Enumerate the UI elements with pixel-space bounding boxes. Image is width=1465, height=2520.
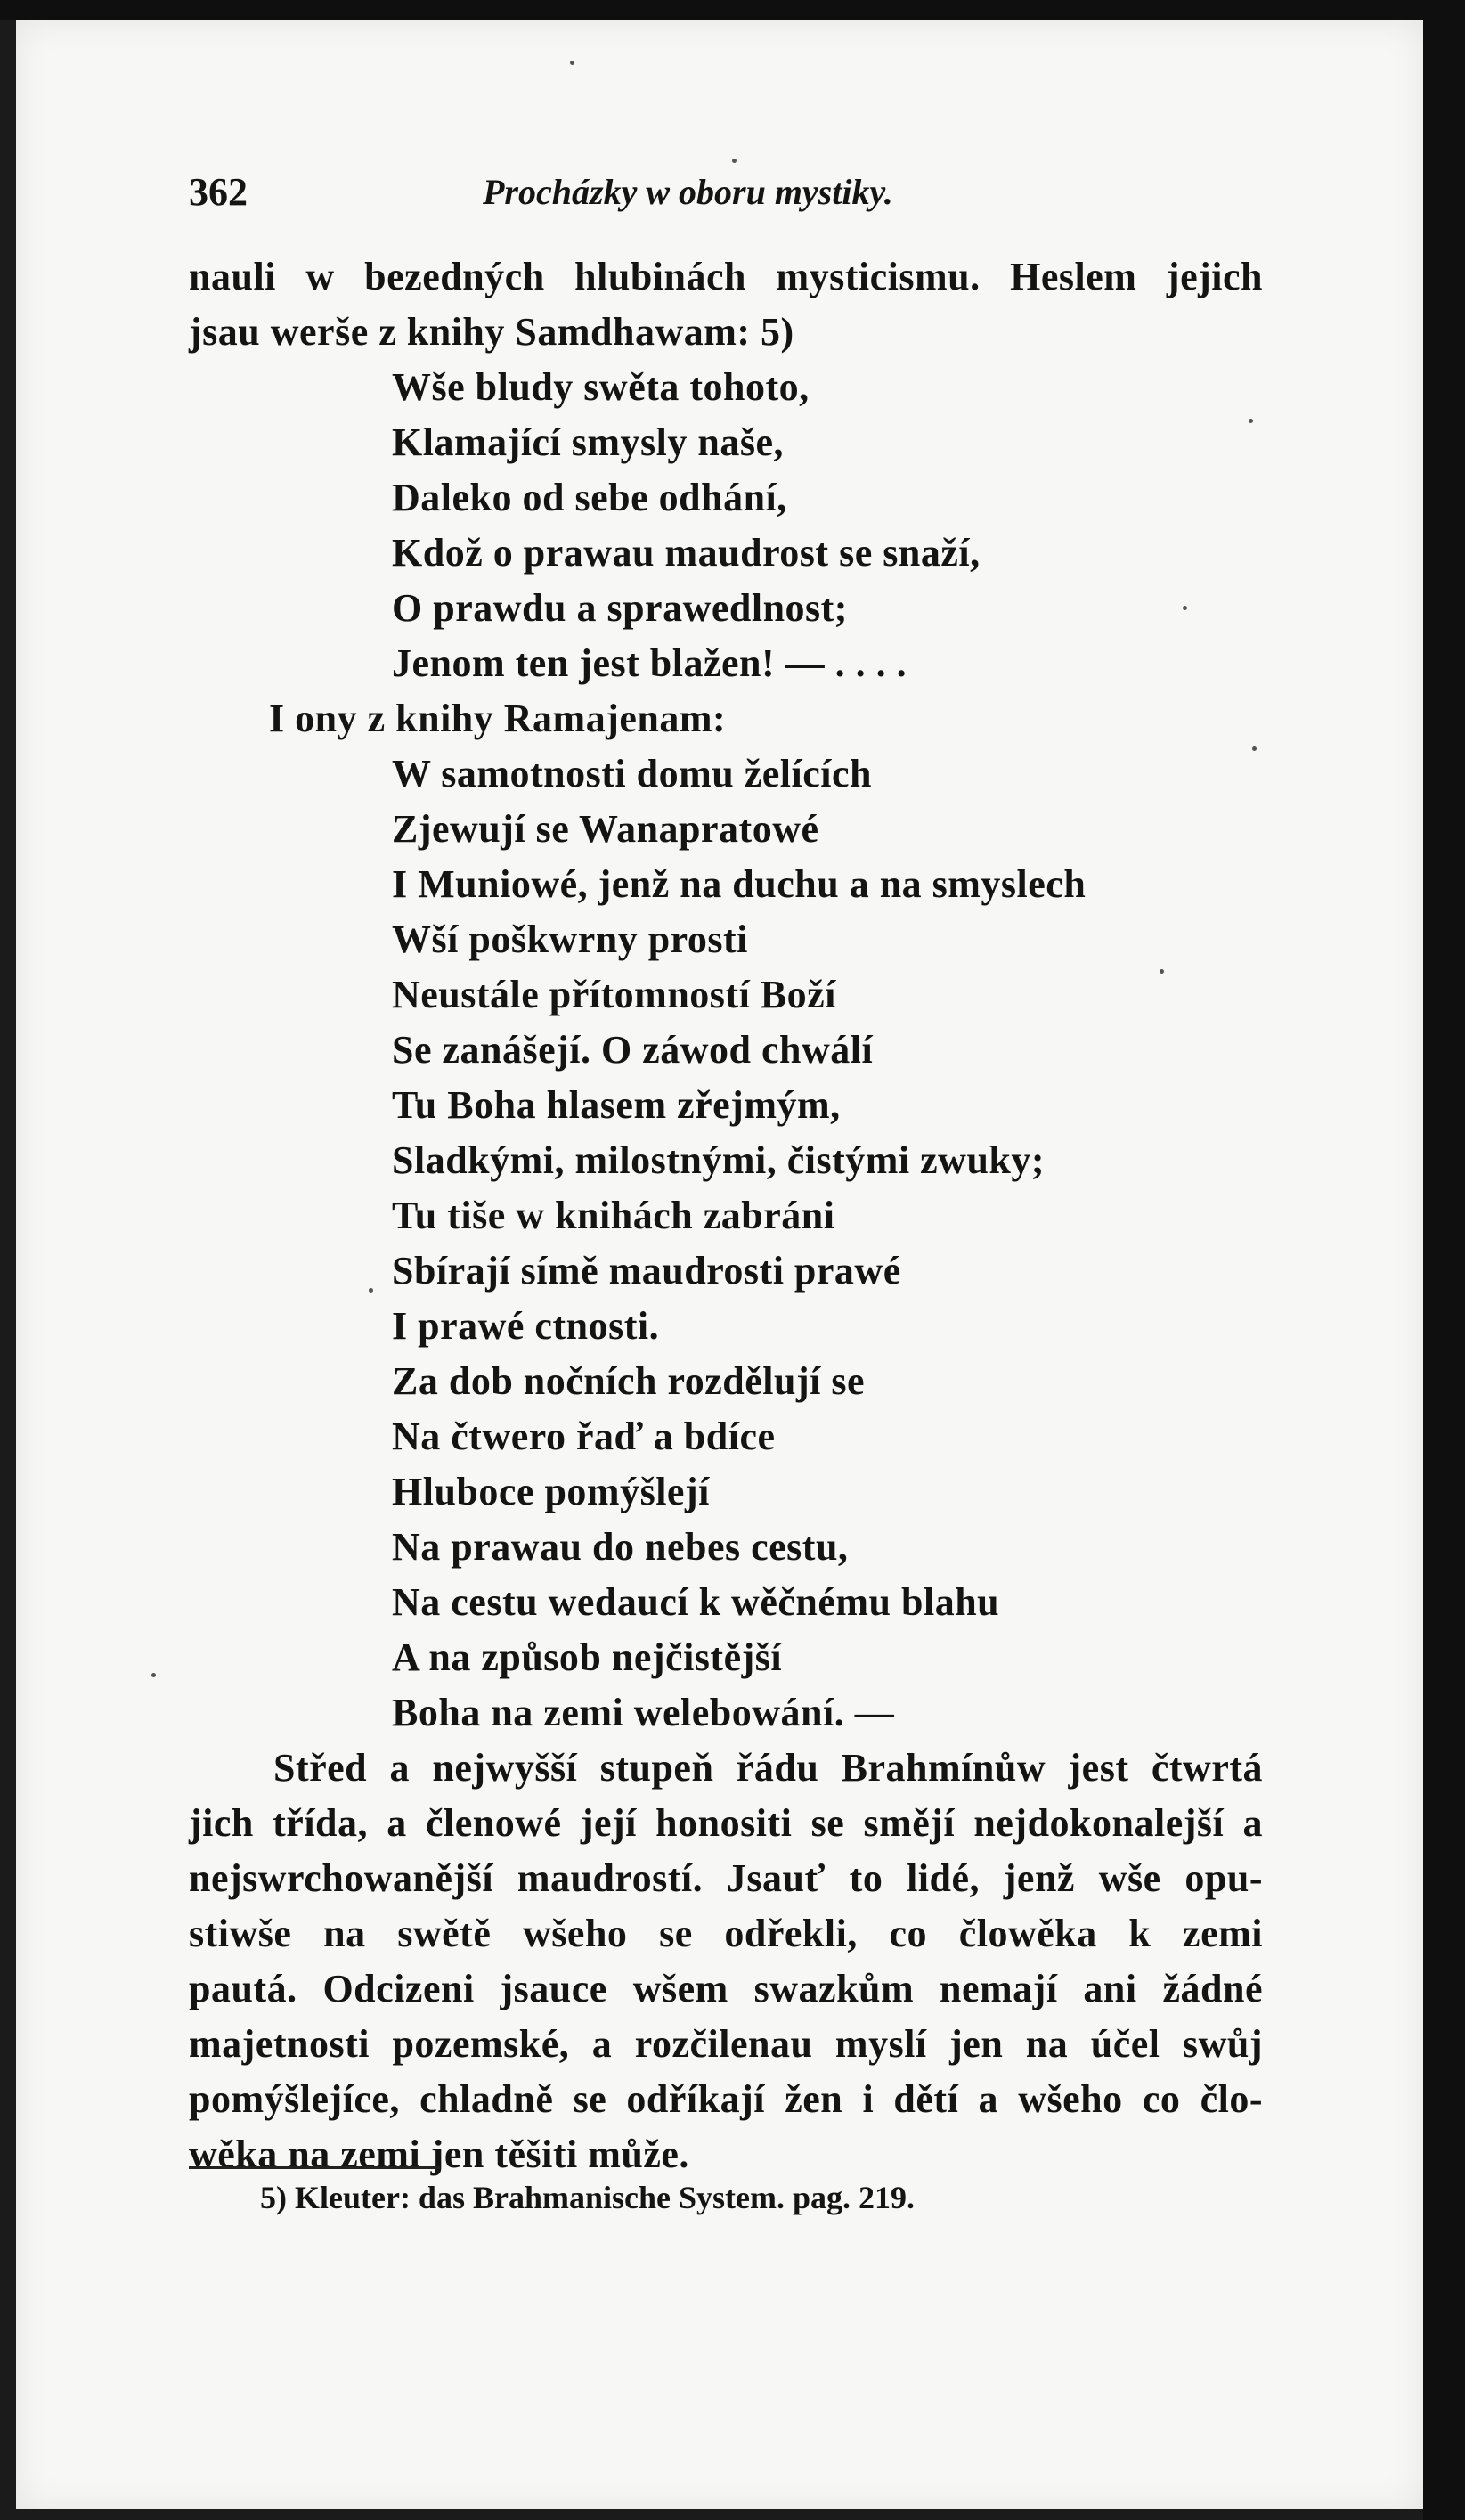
text-line: majetnosti pozemské, a rozčilenau myslí jen na účel swůj: [189, 2022, 1263, 2066]
verse-line: W samotnosti domu želících: [392, 752, 872, 795]
paragraph-first-line: Střed a nejwyšší stupeň řádu Brahmínůw jest čtwrtá: [273, 1746, 1263, 1790]
verse-line: O prawdu a sprawedlnost;: [392, 586, 848, 630]
scan-speck: [369, 1288, 373, 1293]
verse-line: Hluboce pomýšlejí: [392, 1470, 710, 1513]
footnote-divider: [189, 2166, 440, 2169]
text-line: pomýšlejíce, chladně se odříkají žen i dětí a wšeho co člo-: [189, 2077, 1263, 2121]
scan-speck: [1183, 606, 1187, 610]
verse-line: Na prawau do nebes cestu,: [392, 1525, 849, 1569]
verse-line: Jenom ten jest blažen! — . . . .: [392, 641, 907, 685]
page-body: [189, 249, 1263, 2182]
verse-line: I prawé ctnosti.: [392, 1304, 660, 1348]
footnote: 5) Kleuter: das Brahmanische System. pag. 219.: [260, 2180, 915, 2215]
scan-speck: [1160, 969, 1164, 974]
scan-speck: [1252, 746, 1257, 751]
verse-line: I Muniowé, jenž na duchu a na smyslech: [392, 862, 1087, 906]
verse-line: Neustále přítomností Boží: [392, 973, 836, 1016]
verse-line: Sladkými, milostnými, čistými zwuky;: [392, 1138, 1046, 1182]
verse-line: Boha na zemi welebowání. —: [392, 1691, 895, 1734]
text-line: stiwše na swětě wšeho se odřekli, co člowěka k zemi: [189, 1912, 1263, 1955]
text-line: jich třída, a členowé její honositi se smějí nejdokonalejší a: [189, 1801, 1263, 1845]
text-line: nauli w bezedných hlubinách mysticismu. Heslem jejich: [189, 255, 1263, 298]
verse-line: Kdož o prawau maudrost se snaží,: [392, 531, 981, 575]
verse-line: Klamající smysly naše,: [392, 420, 784, 464]
scan-speck: [151, 1673, 156, 1677]
scan-border-top: [0, 0, 1465, 20]
verse-line: Na cestu wedaucí k wěčnému blahu: [392, 1580, 1000, 1624]
verse-line: Wše bludy swěta tohoto,: [392, 365, 810, 409]
page-header: [189, 169, 1266, 223]
verse-intro-line: I ony z knihy Ramajenam:: [269, 697, 727, 740]
verse-line: Za dob nočních rozdělují se: [392, 1359, 865, 1403]
verse-line: Tu Boha hlasem zřejmým,: [392, 1083, 841, 1127]
verse-line: Wší poškwrny prosti: [392, 917, 748, 961]
scan-speck: [1249, 419, 1253, 423]
verse-line: Tu tiše w knihách zabráni: [392, 1194, 835, 1237]
scan-border-right: [1423, 0, 1465, 2520]
verse-line: Sbírají símě maudrosti prawé: [392, 1249, 901, 1293]
verse-line: A na způsob nejčistější: [392, 1635, 783, 1679]
text-line: wěka na zemi jen těšiti může.: [189, 2133, 689, 2176]
text-line: pautá. Odcizeni jsauce wšem swazkům nemají ani žádné: [189, 1967, 1263, 2010]
scan-speck: [570, 61, 574, 65]
verse-line: Daleko od sebe odhání,: [392, 476, 787, 519]
running-title: Procházky w oboru mystiky.: [483, 172, 893, 212]
scan-speck: [732, 159, 737, 163]
page-number: 362: [189, 170, 248, 214]
verse-line: Na čtwero řaď a bdíce: [392, 1415, 776, 1458]
verse-line: Zjewují se Wanapratowé: [392, 807, 819, 851]
text-line: nejswrchowanější maudrostí. Jsauť to lidé, jenž wše opu-: [189, 1856, 1263, 1900]
text-line: jsau werše z knihy Samdhawam: 5): [189, 310, 794, 354]
verse-line: Se zanášejí. O záwod chwálí: [392, 1028, 874, 1072]
